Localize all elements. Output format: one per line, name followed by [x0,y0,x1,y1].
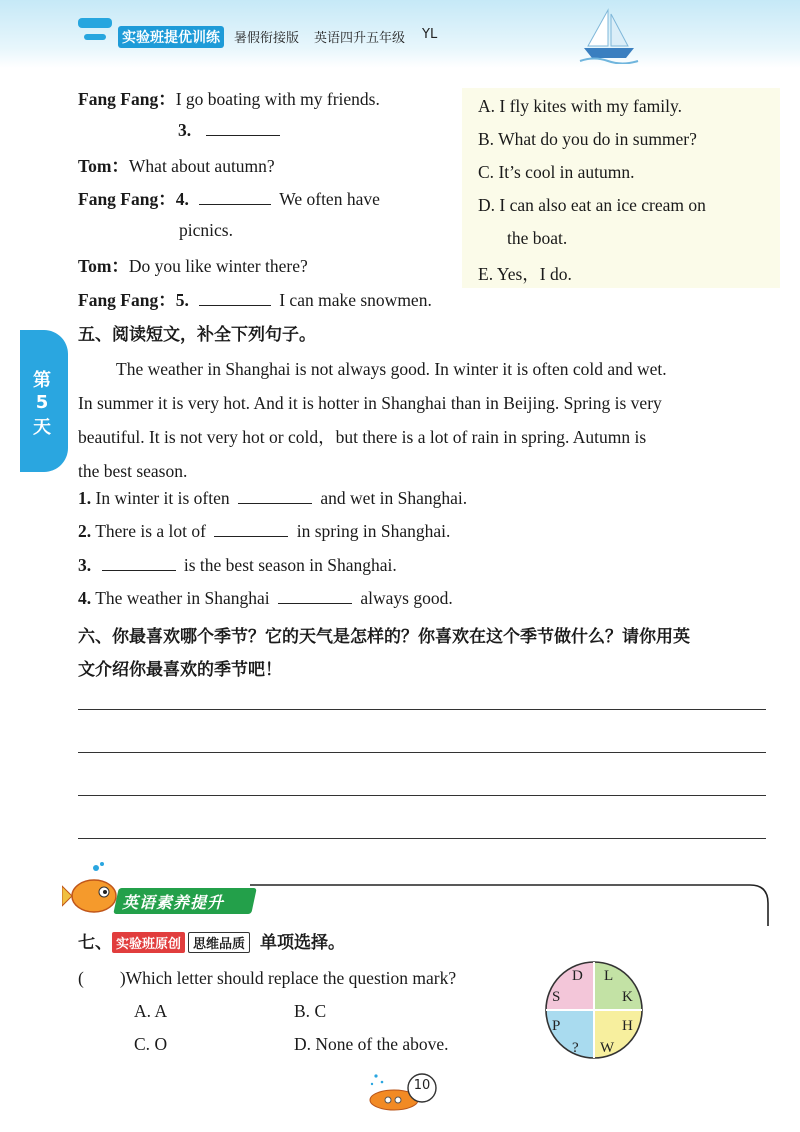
wheel-letter: ? [572,1040,579,1056]
question-number: 5. [175,290,189,310]
speaker-label: Fang Fang： [78,290,176,310]
question-number: 4. [175,189,189,209]
option-item-continued: the boat. [507,228,568,248]
section6-title-line1: 六、你最喜欢哪个季节？它的天气是怎样的？你喜欢在这个季节做什么？请你用英 [78,627,690,647]
dialogue-line [78,287,432,312]
dialogue-line [78,153,275,178]
section6-title-line2: 文介绍你最喜欢的季节吧！ [78,660,282,680]
mc-question: ( )Which letter should replace the question mark? [78,968,457,988]
option-item: D. I can also eat an ice cream on [478,195,706,215]
option-item: B. What do you do in summer? [478,129,697,149]
wheel-letter: D [572,968,583,984]
writing-line[interactable] [78,752,766,753]
choice-c[interactable]: C. O [134,1034,168,1054]
page-number: 10 [413,1078,431,1093]
passage-line: In summer it is very hot. And it is hotter in Shanghai than in Beijing. Spring is very [78,393,662,413]
series-logo-icon [78,18,112,28]
series-logo-accent-icon [84,34,106,40]
wheel-letter: W [600,1040,615,1056]
section7-header [78,928,345,953]
dialogue-text: Do you like winter there? [128,256,308,276]
answer-blank[interactable] [102,570,176,571]
edition-label: 暑假衔接版 [234,31,300,46]
thinking-badge: 思维品质 [188,932,250,953]
option-item: C. It’s cool in autumn. [478,162,635,182]
speaker-label: Tom： [78,256,129,276]
question-text: Which letter should replace the question mark? [125,968,457,988]
dialogue-line [179,220,233,241]
writing-line[interactable] [78,709,766,710]
wheel-letter: H [622,1018,633,1034]
wheel-letter: P [552,1018,561,1034]
dialogue-text: We often have [279,189,380,209]
fill-question: 1. In winter it is often and wet in Shanghai. [78,488,468,508]
dialogue-text: What about autumn? [128,156,275,176]
letter-wheel [544,960,644,1060]
answer-blank[interactable] [206,135,280,136]
fill-question: 2. There is a lot of in spring in Shanghai. [78,521,451,541]
option-item: E. Yes，I do. [478,264,572,284]
dialogue-line [178,120,280,141]
speaker-label: Fang Fang： [78,189,176,209]
speaker-label: Fang Fang： [78,89,176,109]
day-tab-line2: 5 [35,392,49,413]
section7-title: 单项选择。 [260,933,346,953]
dialogue-line [78,86,380,111]
options-box [462,88,780,288]
series-title: 实验班提优训练 [118,26,224,48]
edition-code: YL [422,27,438,42]
day-tab [20,330,68,472]
answer-blank[interactable] [238,503,312,504]
banner-label: 英语素养提升 [122,893,225,912]
sailboat-icon [578,6,640,64]
choice-a[interactable]: A. A [134,1001,168,1021]
answer-blank[interactable] [278,603,352,604]
original-badge: 实验班原创 [112,932,185,953]
day-tab-line3: 天 [33,417,51,438]
answer-blank[interactable] [214,536,288,537]
question-number: 3. [178,120,192,140]
passage-line: The weather in Shanghai is not always good. In winter it is often cold and wet. [116,359,667,379]
answer-blank[interactable] [199,305,271,306]
dialogue-text: I go boating with my friends. [175,89,380,109]
section7-prefix: 七、 [78,933,112,953]
passage-line: beautiful. It is not very hot or cold，but there is a lot of rain in spring. Autumn is [78,427,647,447]
grade-label: 英语四升五年级 [314,31,406,46]
passage-line: the best season. [78,461,188,481]
answer-paren[interactable]: ( [78,968,84,988]
wheel-letter: K [622,989,633,1005]
section5-title: 五、阅读短文，补全下列句子。 [78,325,316,345]
day-tab-line1: 第 [33,370,51,391]
wheel-letter: L [604,968,614,984]
choice-b[interactable]: B. C [294,1001,327,1021]
answer-blank[interactable] [199,204,271,205]
writing-line[interactable] [78,838,766,839]
choice-d[interactable]: D. None of the above. [294,1034,449,1054]
writing-line[interactable] [78,795,766,796]
option-item: A. I fly kites with my family. [478,96,682,116]
dialogue-text: I can make snowmen. [279,290,432,310]
page-header [0,0,800,68]
speaker-label: Tom： [78,156,129,176]
wheel-letter: S [552,989,561,1005]
fill-question: 4. The weather in Shanghai always good. [78,588,453,608]
dialogue-text: picnics. [179,220,233,240]
dialogue-line [78,186,380,211]
dialogue-line [78,253,308,278]
fill-question: 3. is the best season in Shanghai. [78,555,397,575]
